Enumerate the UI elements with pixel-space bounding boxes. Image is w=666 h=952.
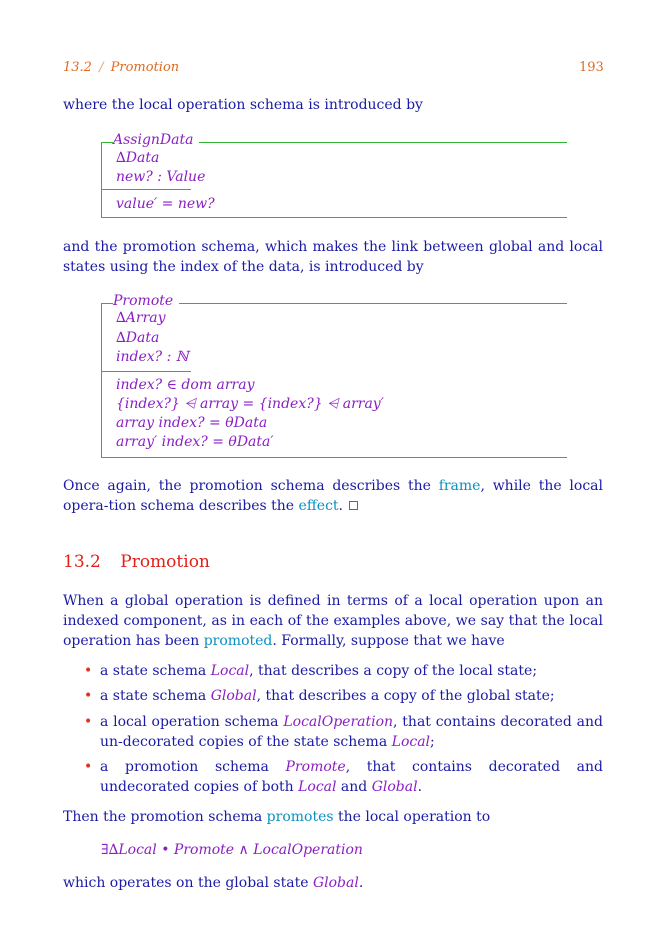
term-promoted: promoted	[203, 633, 273, 649]
schema-predicate: index? ∈ dom array	[116, 377, 255, 393]
schema-divider	[101, 371, 191, 372]
header-section-number: 13.2	[63, 60, 92, 75]
schema-ref: Global	[312, 875, 359, 891]
schema-decl: new? : Value	[116, 169, 206, 185]
term-effect: effect	[298, 498, 339, 514]
bullet-icon: •	[84, 759, 93, 775]
schema-name: AssignData	[113, 132, 199, 148]
end-of-example-icon	[349, 501, 358, 510]
text-run: .	[417, 779, 423, 795]
text-run: a local operation schema	[100, 714, 284, 730]
text-run: When a global operation is defined in terms of a local operation upon an indexed component, as in each of the examples above, we say that the local operation has been	[63, 593, 603, 649]
text-run: and	[336, 779, 372, 795]
bullet-icon: •	[84, 663, 93, 679]
text-run: , that describes a copy of the local state;	[249, 663, 538, 679]
text-run: , while the local opera-tion schema describes the	[63, 478, 603, 514]
text-run: the local operation to	[333, 809, 491, 825]
schema-decl: ∆Data	[116, 330, 160, 346]
text-run: which operates on the global state	[63, 875, 313, 891]
section-number: 13.2	[63, 552, 101, 572]
schema-promote	[101, 291, 567, 461]
schema-decl: ∆Data	[116, 150, 160, 166]
schema-ref: Local	[210, 663, 250, 679]
schema-bottom-rule	[101, 457, 567, 458]
schema-divider	[101, 189, 191, 190]
text-run: , that contains decorated and undecorated copies of both	[100, 759, 604, 795]
schema-assign-data	[101, 130, 567, 220]
text-run: a state schema	[100, 688, 211, 704]
para-then	[63, 807, 603, 827]
text-run: , that contains decorated and un-decorated copies of the state schema	[100, 714, 604, 750]
schema-predicate: value′ = new?	[116, 196, 215, 212]
schema-ref: Global	[210, 688, 257, 704]
text-run: .	[338, 498, 343, 514]
header-separator: /	[99, 60, 104, 75]
term-promotes: promotes	[266, 809, 334, 825]
schema-ref: LocalOperation	[283, 714, 394, 730]
intro-line: where the local operation schema is introduced by	[63, 97, 423, 113]
schema-left-rule	[101, 303, 102, 457]
running-header	[63, 60, 179, 75]
formula: ∃∆Local • Promote ∧ LocalOperation	[101, 842, 363, 858]
schema-predicate: array′ index? = θData′	[116, 434, 274, 450]
schema-bottom-rule	[101, 217, 567, 218]
para-when	[63, 591, 603, 651]
schema-name: Promote	[113, 293, 179, 309]
text-run: , that describes a copy of the global state;	[256, 688, 555, 704]
schema-decl: ∆Array	[116, 310, 166, 326]
section-heading	[63, 552, 210, 572]
schema-ref: Promote	[285, 759, 346, 775]
text-run: .	[358, 875, 364, 891]
header-title: Promotion	[110, 60, 180, 75]
page-number: 193	[579, 60, 604, 75]
schema-ref: Global	[371, 779, 418, 795]
text-run: Then the promotion schema	[63, 809, 267, 825]
section-title: Promotion	[120, 552, 210, 572]
para-which	[63, 873, 603, 893]
para-promotion-schema: and the promotion schema, which makes the link between global and local states using the index of the data, is introduced by	[63, 239, 603, 275]
schema-left-rule	[101, 142, 102, 217]
bullet-icon: •	[84, 714, 93, 730]
schema-ref: Local	[391, 734, 431, 750]
schema-predicate: {index?} ⩤ array = {index?} ⩤ array′	[116, 396, 384, 412]
schema-ref: Local	[298, 779, 337, 795]
schema-decl: index? : ℕ	[116, 349, 189, 365]
schema-predicate: array index? = θData	[116, 415, 268, 431]
bullet-icon: •	[84, 688, 93, 704]
term-frame: frame	[438, 478, 481, 494]
text-run: a promotion schema	[100, 759, 286, 775]
text-run: Once again, the promotion schema describes the	[63, 478, 439, 494]
text-run: a state schema	[100, 663, 211, 679]
text-run: . Formally, suppose that we have	[272, 633, 505, 649]
para-once-again	[63, 476, 603, 516]
text-run: ;	[430, 734, 435, 750]
